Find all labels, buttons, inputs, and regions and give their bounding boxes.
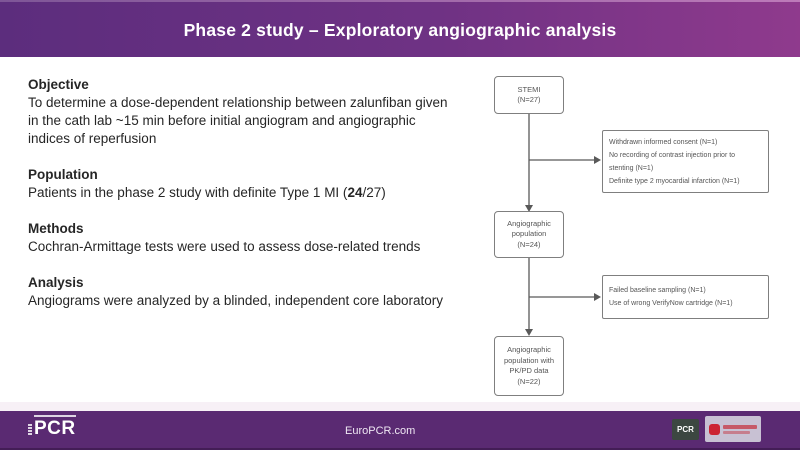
population-count-bold: 24	[347, 185, 363, 200]
flow-node-pkpd-line-3: PK/PD data	[509, 366, 549, 375]
exclusion2-line-2: Use of wrong VerifyNow cartridge (N=1)	[609, 300, 733, 307]
methods-text: Cochran-Armittage tests were used to assess dose-related trends	[28, 239, 421, 254]
flow-node-angiographic-pkpd	[494, 336, 564, 396]
flow-node-pkpd-line-2: population with	[503, 355, 555, 365]
text-column	[28, 76, 490, 310]
exclusion1-line-3: stenting (N=1)	[609, 164, 654, 172]
flow-node-stemi-line-1: STEMI	[517, 84, 541, 94]
header-highlight-line	[0, 0, 800, 2]
pcr-logo-side-text	[28, 424, 32, 435]
footer-url: EuroPCR.com	[345, 425, 416, 437]
exclusion1-line-4: Definite type 2 myocardial infarction (N=1)	[609, 177, 740, 185]
objective-line-3: indices of reperfusion	[28, 131, 157, 146]
footer-bar	[0, 411, 800, 450]
methods-heading: Methods	[28, 221, 84, 236]
flow-exclusion-box-2	[602, 275, 769, 319]
flow-node-stemi-line-2: (N=27)	[517, 95, 541, 104]
population-text	[28, 184, 490, 202]
flow-node-stemi	[494, 76, 564, 114]
slide-title: Phase 2 study – Exploratory angiographic analysis	[183, 20, 617, 40]
pcr-badge: PCR	[672, 419, 699, 440]
flow-node-angio-line-2: population	[511, 229, 547, 239]
objective-line-2: in the cath lab ~15 min before initial angiogram and angiographic	[28, 113, 416, 128]
slide-header	[0, 0, 800, 57]
flow-node-pkpd-line-4: (N=22)	[517, 376, 541, 386]
partner-logo-icon	[709, 424, 720, 435]
objective-line-1: To determine a dose-dependent relationship between zalunfiban given	[28, 95, 448, 110]
pcr-logo	[28, 415, 76, 439]
flow-exclusion-box-1	[602, 130, 769, 193]
pcr-logo-main	[34, 415, 76, 439]
footer-accent-band	[0, 402, 800, 411]
flow-node-angio-line-1: Angiographic	[507, 218, 551, 228]
flow-node-angiographic-population	[494, 211, 564, 258]
pcr-logo-top-text	[34, 415, 76, 417]
flow-node-angio-line-3: (N=24)	[517, 239, 541, 249]
analysis-text: Angiograms were analyzed by a blinded, independent core laboratory	[28, 293, 444, 308]
exclusion2-line-1: Failed baseline sampling (N=1)	[609, 287, 706, 294]
exclusion1-line-2: No recording of contrast injection prior to	[609, 151, 736, 159]
partner-logo-text-lines	[723, 425, 757, 434]
flow-node-pkpd-line-1: Angiographic	[507, 345, 551, 354]
pcr-logo-wordmark: PCR	[34, 417, 76, 439]
population-heading: Population	[28, 167, 98, 182]
population-text-suffix: /27)	[362, 185, 386, 200]
exclusion1-line-1: Withdrawn informed consent (N=1)	[609, 138, 718, 146]
partner-logo-badge	[705, 416, 761, 442]
population-text-prefix: Patients in the phase 2 study with definite Type 1 MI (	[28, 185, 348, 200]
objective-heading: Objective	[28, 77, 89, 92]
analysis-heading: Analysis	[28, 275, 84, 290]
objective-text	[28, 94, 490, 148]
